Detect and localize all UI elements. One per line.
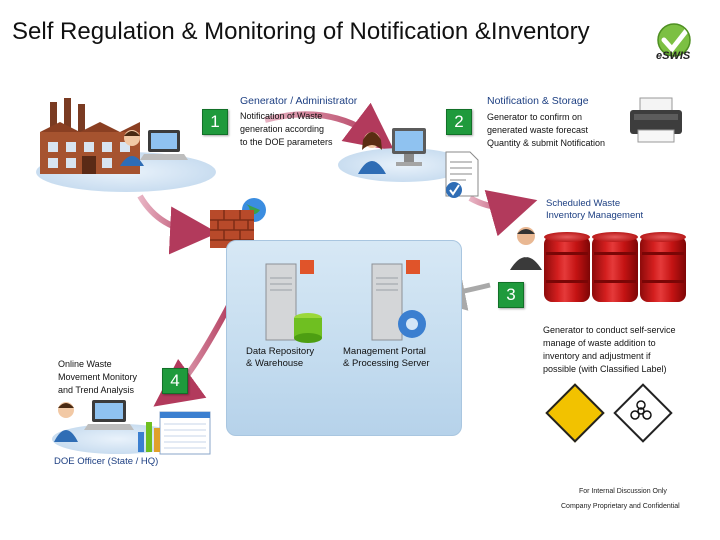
arrow-to-firewall (140, 196, 200, 232)
data-repository-label: Data Repository & Warehouse (246, 346, 315, 369)
database-server-icon (262, 258, 322, 344)
step-3-header: Scheduled Waste Inventory Management (546, 198, 644, 221)
worker-icon (508, 224, 544, 272)
document-check-icon (444, 150, 482, 200)
step-3-badge: 3 (498, 282, 524, 308)
step-4-badge: 4 (162, 368, 188, 394)
administrator-icon (356, 126, 446, 178)
doe-officer-label: DOE Officer (State / HQ) (54, 456, 159, 467)
footer-internal-note: For Internal Discussion Only (579, 488, 667, 495)
organic-residue-label-icon (546, 384, 600, 438)
printer-icon (628, 96, 684, 144)
waste-barrel-2 (592, 236, 638, 302)
page-title: Self Regulation & Monitoring of Notification &Inventory (12, 18, 590, 45)
person-with-laptop-icon (118, 126, 188, 178)
management-portal-label: Management Portal & Processing Server (343, 346, 430, 369)
infectious-substance-label-icon (614, 384, 668, 438)
trend-report-icon (134, 408, 212, 456)
step-2-header: Notification & Storage (487, 95, 589, 107)
step-1-header: Generator / Administrator (240, 95, 358, 107)
footer-confidential-note: Company Proprietary and Confidential (561, 503, 680, 510)
portal-server-icon (368, 258, 428, 344)
waste-barrel-3 (640, 236, 686, 302)
step-1-badge: 1 (202, 109, 228, 135)
step-4-description: Online Waste Movement Monitory and Trend Analysis (58, 359, 138, 395)
step-1-description: Notification of Waste generation according to the DOE parameters (240, 111, 333, 147)
step-2-description: Generator to confirm on generated waste forecast Quantity & submit Notification (487, 112, 606, 148)
step-2-badge: 2 (446, 109, 472, 135)
step-3-description: Generator to conduct self-service manage of waste addition to inventory and adjustment if possible (with Classified Label) (543, 325, 676, 374)
waste-barrel-1 (544, 236, 590, 302)
logo-text: eSWIS (656, 50, 691, 62)
